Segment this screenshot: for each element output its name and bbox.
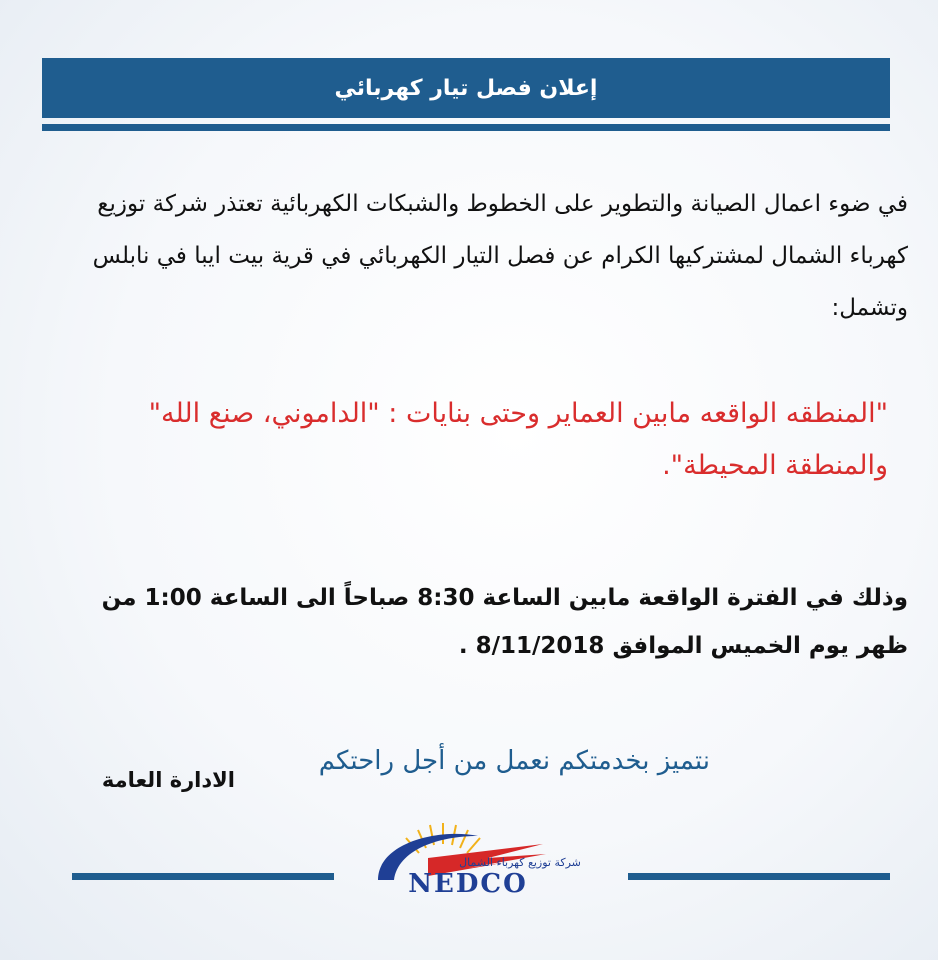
header-divider: [42, 124, 890, 131]
general-management-signature: الادارة العامة: [101, 768, 235, 792]
nedco-logo: [368, 818, 581, 899]
outage-time-text: وذلك في الفترة الواقعة مابين الساعة 8:30 صباحاً الى الساعة 1:00 من ظهر يوم الخميس الموافق 8/11/2018 .: [101, 585, 908, 659]
nedco-logo-graphic: [368, 818, 581, 899]
footer-divider-left: [72, 873, 334, 880]
intro-paragraph: في ضوء اعمال الصيانة والتطوير على الخطوط والشبكات الكهربائية تعتذر شركة توزيع كهرباء الشمال لمشتركيها الكرام عن فصل التيار الكهربائي في قرية بيت ايبا في نابلس وتشمل:: [92, 191, 908, 321]
logo-company-name: شركة توزيع كهرباء الشمال: [459, 856, 581, 869]
footer-divider-right: [628, 873, 890, 880]
affected-areas-text: "المنطقه الواقعه مابين العماير وحتى بنايات : "الداموني، صنع الله" والمنطقة المحيطة".: [148, 398, 888, 481]
logo-acronym: NEDCO: [408, 869, 528, 899]
company-slogan: نتميز بخدمتكم نعمل من أجل راحتكم: [318, 746, 710, 776]
page-title: إعلان فصل تيار كهربائي: [334, 75, 598, 101]
header-banner: [42, 58, 890, 118]
